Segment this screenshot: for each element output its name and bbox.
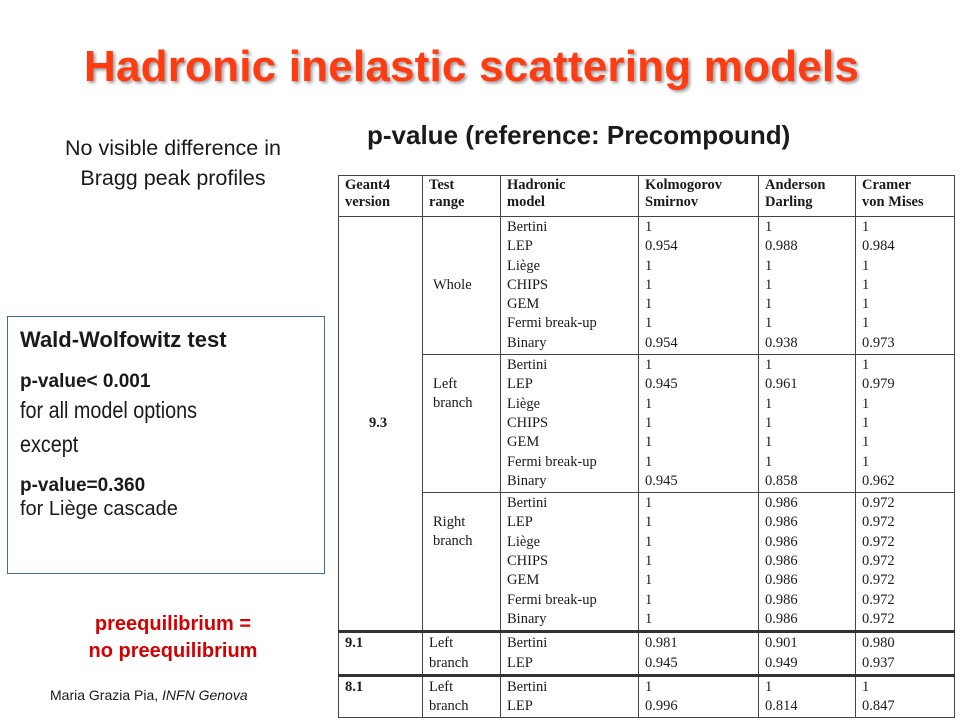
author-institution: INFN Genova [162, 687, 248, 703]
table-row [339, 632, 955, 676]
header-geant4-version: Geant4 version [339, 176, 423, 217]
bragg-note [20, 133, 326, 193]
ad-cell: 0.986 0.986 0.986 0.986 0.986 0.986 0.986 [759, 493, 856, 632]
bragg-note-line1: No visible difference in [65, 136, 281, 160]
wald-pvalue-liege: p-value=0.360 [20, 475, 146, 496]
table-header-row [339, 176, 955, 217]
preequilibrium-line2: no preequilibrium [88, 640, 258, 662]
preequilibrium-note [20, 611, 326, 665]
ks-cell: 1 0.954 1 1 1 1 0.954 [639, 217, 759, 355]
model-cell: Bertini LEP Liège CHIPS GEM Fermi break-up Binary [501, 217, 639, 355]
bragg-note-line2: Bragg peak profiles [80, 166, 266, 190]
wald-pvalue-low: p-value< 0.001 [20, 371, 151, 392]
range-cell: Left branch [423, 675, 501, 718]
author-footer [50, 687, 248, 703]
wald-title: Wald-Wolfowitz test [20, 327, 227, 352]
ks-cell: 1 0.996 [639, 675, 759, 718]
table-row [339, 217, 955, 355]
wald-all-models-line: for all model options [20, 397, 198, 423]
range-cell: Whole [423, 217, 501, 355]
version-cell: 9.1 [339, 632, 423, 676]
ad-cell: 1 0.988 1 1 1 1 0.938 [759, 217, 856, 355]
ks-cell: 1 0.945 1 1 1 1 0.945 [639, 355, 759, 493]
cvm-cell: 1 0.979 1 1 1 1 0.962 [856, 355, 955, 493]
header-anderson-darling: Anderson Darling [759, 176, 856, 217]
version-cell: 9.3 [339, 217, 423, 632]
model-cell: Bertini LEP [501, 632, 639, 676]
range-cell: Left branch [423, 632, 501, 676]
range-cell: Left branch [423, 355, 501, 493]
header-hadronic-model: Hadronic model [501, 176, 639, 217]
slide-title: Hadronic inelastic scattering models [84, 42, 859, 91]
cvm-cell: 0.972 0.972 0.972 0.972 0.972 0.972 0.972 [856, 493, 955, 632]
model-cell: Bertini LEP Liège CHIPS GEM Fermi break-up Binary [501, 493, 639, 632]
pvalue-table [338, 175, 955, 718]
ks-cell: 1 1 1 1 1 1 1 [639, 493, 759, 632]
table-row [339, 355, 955, 493]
ad-cell: 0.901 0.949 [759, 632, 856, 676]
cvm-cell: 1 0.847 [856, 675, 955, 718]
wald-liege-line: for Liège cascade [20, 498, 178, 520]
cvm-cell: 0.980 0.937 [856, 632, 955, 676]
table-row [339, 493, 955, 632]
wald-wolfowitz-box [7, 316, 325, 574]
ks-cell: 0.981 0.945 [639, 632, 759, 676]
cvm-cell: 1 0.984 1 1 1 1 0.973 [856, 217, 955, 355]
author-name: Maria Grazia Pia, [50, 687, 163, 703]
header-cramer-von-mises: Cramer von Mises [856, 176, 955, 217]
model-cell: Bertini LEP Liège CHIPS GEM Fermi break-up Binary [501, 355, 639, 493]
model-cell: Bertini LEP [501, 675, 639, 718]
header-kolmogorov-smirnov: Kolmogorov Smirnov [639, 176, 759, 217]
ad-cell: 1 0.961 1 1 1 1 0.858 [759, 355, 856, 493]
preequilibrium-line1: preequilibrium = [94, 613, 252, 635]
version-cell: 8.1 [339, 675, 423, 718]
header-test-range: Test range [423, 176, 501, 217]
table-row [339, 675, 955, 718]
pvalue-table-title: p-value (reference: Precompound) [367, 120, 791, 150]
wald-except-line: except [20, 431, 79, 457]
range-cell: Right branch [423, 493, 501, 632]
ad-cell: 1 0.814 [759, 675, 856, 718]
